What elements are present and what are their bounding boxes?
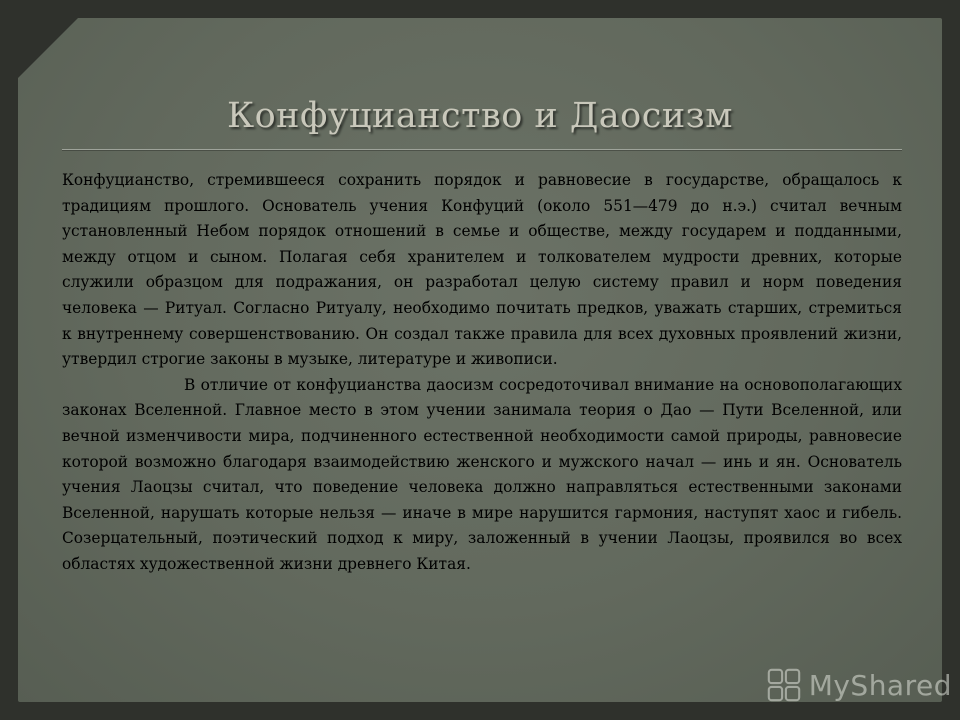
myshared-logo-icon bbox=[765, 666, 803, 704]
slide-corner-decoration bbox=[18, 18, 78, 78]
paragraph-taoism: В отличие от конфуцианства даосизм сосредоточивал внимание на основополагающих законах Вселенной. Главное место в этом учении занимала теория о Дао — Пути Вселенной, или вечной изменчивости мира, подчиненного естественной необходимости самой природы, равновесие которой возможно благодаря взаимодействию женского и мужского начал — инь и ян. Основатель учения Лаоцзы считал, что поведение человека должно направляться естественными законами Вселенной, нарушать которые нельзя — иначе в мире нарушится гармония, наступят хаос и гибель. Созерцательный, поэтический подход к миру, заложенный в учении Лаоцзы, проявился во всех областях художественной жизни древнего Китая. bbox=[62, 375, 902, 573]
slide bbox=[18, 18, 942, 702]
watermark bbox=[765, 666, 952, 704]
slide-title: Конфуцианство и Даосизм bbox=[227, 96, 733, 136]
paragraph-confucianism: Конфуцианство, стремившееся сохранить порядок и равновесие в государстве, обращалось к традициям прошлого. Основатель учения Конфуций (около 551—479 до н.э.) считал вечным установленный Небом порядок отношений в семье и обществе, между государем и подданными, между отцом и сыном. Полагая себя хранителем и толкователем мудрости древних, которые служили образцом для подражания, он разработал целую систему правил и норм поведения человека — Ритуал. Согласно Ритуалу, необходимо почитать предков, уважать старших, стремиться к внутреннему совершенствованию. Он создал также правила для всех духовных проявлений жизни, утвердил строгие законы в музыке, литературе и живописи. bbox=[62, 171, 902, 369]
watermark-text: MyShared bbox=[808, 668, 952, 702]
slide-body bbox=[62, 168, 902, 578]
title-divider bbox=[62, 149, 902, 150]
